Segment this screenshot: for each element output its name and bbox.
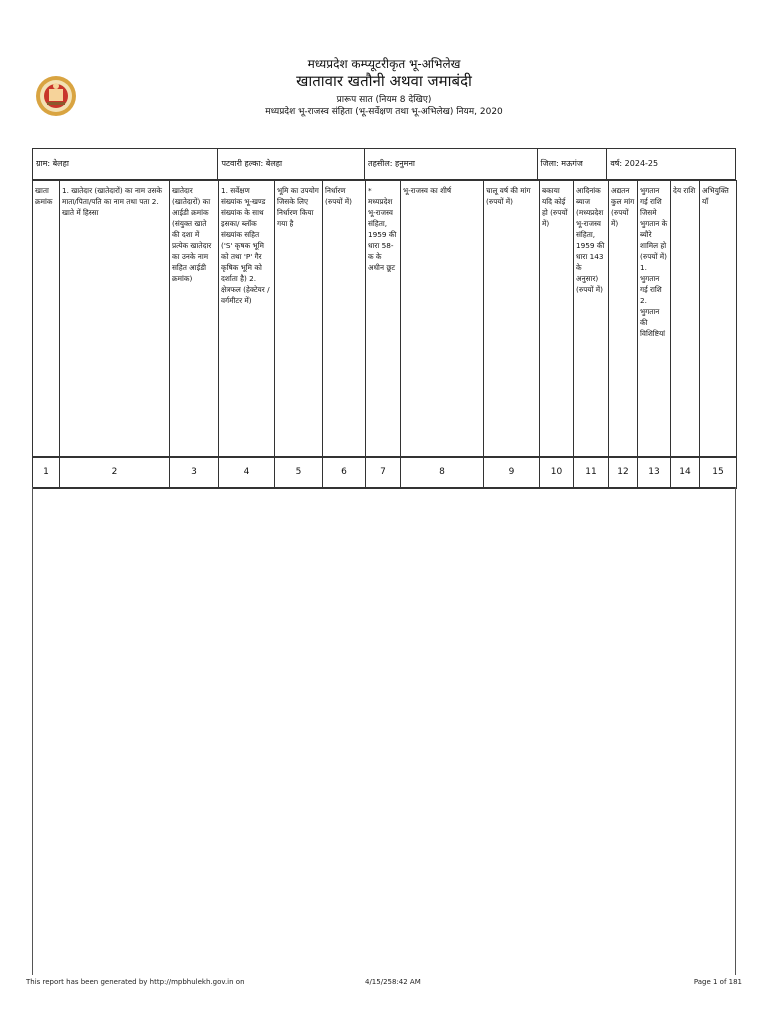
footer-page-number: Page 1 of 181 xyxy=(693,978,742,986)
column-number: 13 xyxy=(638,457,671,488)
form-reference: प्रारूप सात (नियम 8 देखिए) xyxy=(336,95,432,105)
column-heading: अद्यतन कुल मांग (रुपयों में) xyxy=(609,181,638,457)
footer-timestamp: 4/15/258:42 AM xyxy=(365,978,421,986)
column-heading: भू-राजस्व का शीर्ष xyxy=(401,181,484,457)
column-number: 12 xyxy=(609,457,638,488)
column-heading: भूमि का उपयोग जिसके लिए निर्धारण किया गया है xyxy=(275,181,323,457)
location-info-row xyxy=(32,148,736,180)
column-number: 1 xyxy=(33,457,60,488)
column-number: 5 xyxy=(275,457,323,488)
tehsil-field: तहसील: हनुमना xyxy=(365,149,538,179)
district-field: जिला: मऊगंज xyxy=(538,149,608,179)
column-heading: खातेदार (खातेदारों) का आईडी क्रमांक (संयुक्त खाते की दशा में प्रत्येक खातेदार का उनके नाम सहित आईडी क्रमांक) xyxy=(170,181,219,457)
column-number: 4 xyxy=(219,457,275,488)
column-number-row xyxy=(33,457,737,488)
column-heading: निर्धारण (रुपयों में) xyxy=(323,181,366,457)
column-number: 11 xyxy=(574,457,609,488)
column-heading: 1. खातेदार (खातेदारों) का नाम उसके माता/पिता/पति का नाम तथा पता 2. खाते में हिस्सा xyxy=(60,181,170,457)
document-title: खातावार खतौनी अथवा जमाबंदी xyxy=(296,72,472,90)
document-header xyxy=(0,56,768,118)
column-number: 3 xyxy=(170,457,219,488)
org-name: मध्यप्रदेश कम्प्यूटरीकृत भू-अभिलेख xyxy=(307,57,461,71)
column-heading: * मध्यप्रदेश भू-राजस्व संहिता, 1959 की धारा 58-क के अधीन छूट xyxy=(366,181,401,457)
khatauni-table xyxy=(32,180,737,489)
halka-field: पटवारी हल्का: बेलहा xyxy=(218,149,365,179)
column-number: 9 xyxy=(484,457,540,488)
column-number: 6 xyxy=(323,457,366,488)
column-number: 2 xyxy=(60,457,170,488)
column-heading: बकाया यदि कोई हो (रुपयों में) xyxy=(540,181,574,457)
column-number: 10 xyxy=(540,457,574,488)
column-number: 7 xyxy=(366,457,401,488)
column-heading: देय राशि xyxy=(671,181,700,457)
column-number: 8 xyxy=(401,457,484,488)
column-heading: चालू वर्ष की मांग (रुपयों में) xyxy=(484,181,540,457)
year-field: वर्ष: 2024-25 xyxy=(610,159,659,168)
table-body-area xyxy=(32,487,736,975)
column-heading: अभियुक्तियाँ xyxy=(700,181,737,457)
column-heading-row xyxy=(33,181,737,457)
column-heading: खाता क्रमांक xyxy=(33,181,60,457)
rule-reference: मध्यप्रदेश भू-राजस्व संहिता (भू-सर्वेक्षण तथा भू-अभिलेख) नियम, 2020 xyxy=(265,107,503,117)
column-heading: भुगतान गई राशि जिसमे भुगतान के ब्यौरे शामिल हो (रुपयों में) 1. भुगतान गई राशि 2. भुगतान की विशिष्टियां xyxy=(638,181,671,457)
village-field: ग्राम: बेलहा xyxy=(33,149,218,179)
footer-source-link[interactable]: This report has been generated by http://mpbhulekh.gov.in on xyxy=(26,978,245,986)
column-number: 15 xyxy=(700,457,737,488)
column-heading: आदिनांक ब्याज (मध्यप्रदेश भू-राजस्व संहिता, 1959 की धारा 143 के अनुसार) (रुपयों में) xyxy=(574,181,609,457)
column-heading: 1. सर्वेक्षण संख्यांक भू-खण्ड संख्यांक के साथ इसका/ ब्लॉक संख्यांक सहित ('S' कृषक भूमि को तथा 'P' गैर कृषिक भूमि को दर्शाता है) 2. क्षेत्रफल (हेक्टेयर / वर्गमीटर में) xyxy=(219,181,275,457)
column-number: 14 xyxy=(671,457,700,488)
